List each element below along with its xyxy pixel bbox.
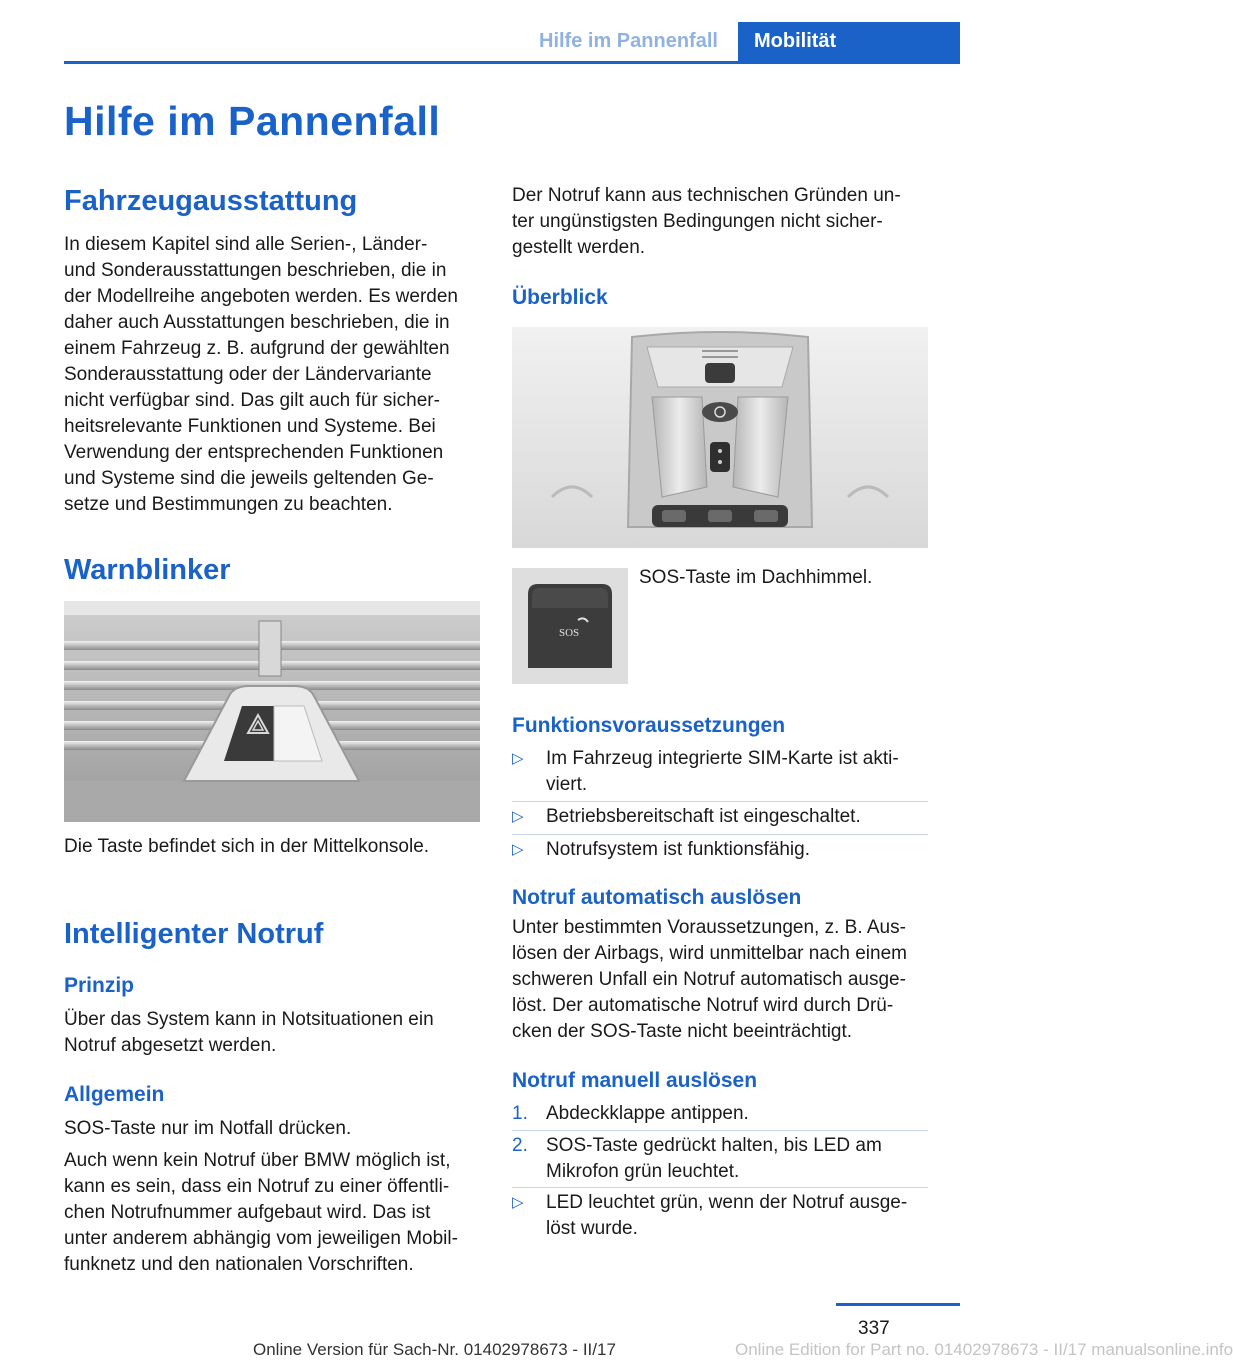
header-breadcrumb[interactable]: Hilfe im Pannenfall [539,30,718,52]
watermark: Online Edition for Part no. 01402978673 - II/17 manualsonline.info [735,1340,1233,1359]
text-line: SOS-Taste gedrückt halten, bis LED am [546,1135,882,1156]
prinzip-text [64,1007,484,1059]
sos-button-image [512,568,628,684]
text-line: Abdeckklappe antippen. [546,1103,749,1124]
notruf-automatisch-text [512,915,932,1045]
overhead-console-image [512,327,928,548]
list-item [512,804,928,830]
text-line: gestellt werden. [512,237,646,258]
subheading-ueberblick: Überblick [512,286,608,309]
text-line: daher auch Ausstattungen beschrieben, die in [64,312,450,333]
divider [512,1187,928,1188]
text-line: funknetz und den nationalen Vorschriften. [64,1254,414,1275]
text-line: Notruf abgesetzt werden. [64,1035,277,1056]
bullet-marker: ▷ [512,750,524,767]
footer-text: Online Version für Sach-Nr. 01402978673 - II/17 [253,1340,616,1359]
text-line: Betriebsbereitschaft ist eingeschaltet. [546,806,861,827]
text-line: schweren Unfall ein Notruf automatisch ausge- [512,969,906,990]
allgemein-text [64,1148,484,1278]
text-line: löst. Der automatische Notruf wird durch Drü- [512,995,894,1016]
text-line: cken der SOS-Taste nicht beeinträchtigt. [512,1021,853,1042]
text-line: und Systeme sind die jeweils geltenden Ge- [64,468,434,489]
text-line: Mikrofon grün leuchtet. [546,1161,740,1182]
section-heading-warnblinker: Warnblinker [64,554,231,586]
text-line: Sonderausstattung oder der Ländervariante [64,364,432,385]
bullet-marker: ▷ [512,841,524,858]
subheading-funktionsvoraussetzungen: Funktionsvoraussetzungen [512,714,786,737]
header-rule [64,61,960,64]
step-item [512,1101,928,1127]
result-marker: ▷ [512,1194,524,1211]
text-line: Auch wenn kein Notruf über BMW möglich ist, [64,1150,451,1171]
text-line: Notrufsystem ist funktionsfähig. [546,839,810,860]
text-line: Unter bestimmten Voraussetzungen, z. B. Aus- [512,917,906,938]
text-line: setze und Bestimmungen zu beachten. [64,494,393,515]
text-line: Über das System kann in Notsituationen ein [64,1009,434,1030]
list-item [512,837,928,863]
text-line: Der Notruf kann aus technischen Gründen un- [512,185,901,206]
text-line: der Modellreihe angeboten werden. Es werden [64,286,458,307]
text-line: Im Fahrzeug integrierte SIM-Karte ist akti- [546,748,899,769]
step-item [512,1133,928,1185]
text-line: einem Fahrzeug z. B. aufgrund der gewählten [64,338,450,359]
text-line: heitsrelevante Funktionen und Systeme. Bei [64,416,436,437]
text-line: und Sonderausstattungen beschrieben, die in [64,260,447,281]
warnblinker-caption: Die Taste befindet sich in der Mittelkonsole. [64,836,430,857]
footer-rule [836,1303,960,1306]
page-number: 337 [858,1318,890,1339]
text-line: LED leuchtet grün, wenn der Notruf ausge- [546,1192,908,1213]
divider [512,834,928,835]
notruf-intro-text [512,183,932,261]
subheading-notruf-manuell: Notruf manuell auslösen [512,1069,758,1092]
list-item [512,746,928,798]
hazard-switch-image [64,601,480,822]
section-heading-fahrzeugausstattung: Fahrzeugausstattung [64,185,358,217]
subheading-prinzip: Prinzip [64,974,135,997]
section-heading-intelligenter-notruf: Intelligenter Notruf [64,918,324,950]
divider [512,801,928,802]
text-line: unter anderem abhängig vom jeweiligen Mobil- [64,1228,458,1249]
divider [512,1130,928,1131]
header-tab-mobilitaet[interactable]: Mobilität [738,22,960,62]
page-title: Hilfe im Pannenfall [64,98,441,144]
text-line: löst wurde. [546,1218,638,1239]
allgemein-note: SOS-Taste nur im Notfall drücken. [64,1118,352,1139]
text-line: kann es sein, dass ein Notruf zu einer öffentli- [64,1176,450,1197]
text-line: In diesem Kapitel sind alle Serien-, Länder- [64,234,428,255]
step-number: 2. [512,1135,528,1156]
fahrzeugausstattung-text [64,232,484,518]
bullet-marker: ▷ [512,808,524,825]
text-line: viert. [546,774,588,795]
text-line: Verwendung der entsprechenden Funktionen [64,442,444,463]
text-line: chen Notrufnummer aufgebaut wird. Das ist [64,1202,431,1223]
text-line: nicht verfügbar sind. Das gilt auch für sicher- [64,390,440,411]
text-line: ter ungünstigsten Bedingungen nicht sicher- [512,211,883,232]
subheading-notruf-automatisch: Notruf automatisch auslösen [512,886,802,909]
subheading-allgemein: Allgemein [64,1083,165,1106]
text-line: lösen der Airbags, wird unmittelbar nach einem [512,943,907,964]
sos-caption: SOS-Taste im Dachhimmel. [639,567,873,588]
sos-label: SOS [559,627,580,639]
step-number: 1. [512,1103,528,1124]
result-item [512,1190,928,1242]
